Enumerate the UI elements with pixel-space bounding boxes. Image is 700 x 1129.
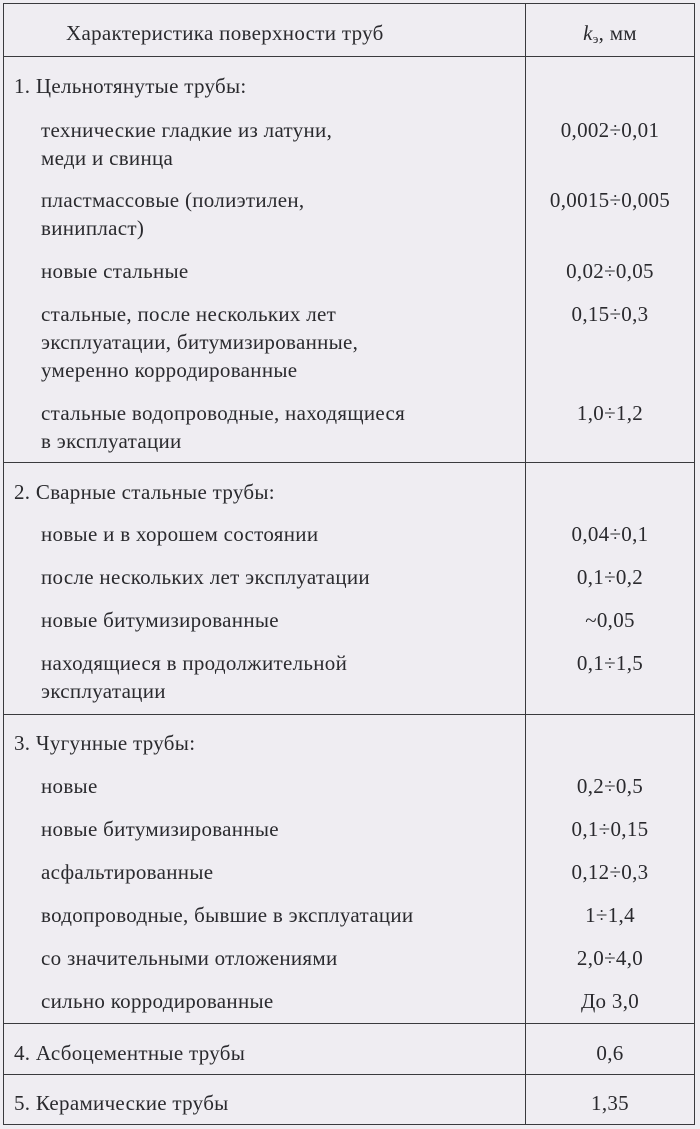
row-label: новые и в хорошем состоянии	[41, 522, 319, 546]
row-value: 0,6	[596, 1041, 624, 1065]
header-characteristic: Характеристика поверхности труб	[66, 21, 384, 45]
row-label: умеренно корродированные	[41, 358, 298, 382]
section-title: 1. Цельнотянутые трубы:	[14, 74, 247, 98]
row-label: после нескольких лет эксплуатации	[41, 565, 370, 589]
row-value: 1,0÷1,2	[576, 401, 644, 425]
row-value: 0,1÷1,5	[576, 651, 644, 675]
header-divider	[4, 56, 694, 57]
row-label: водопроводные, бывшие в эксплуатации	[41, 903, 414, 927]
row-value: 0,04÷0,1	[571, 522, 649, 546]
row-label: стальные, после нескольких лет	[41, 302, 337, 326]
row-label: эксплуатации, битумизированные,	[41, 330, 359, 354]
row-label: меди и свинца	[41, 146, 174, 170]
row-label: находящиеся в продолжительной	[41, 651, 348, 675]
row-label: винипласт)	[41, 216, 145, 240]
row-label: сильно корродированные	[41, 989, 274, 1013]
row-label: новые битумизированные	[41, 817, 279, 841]
section-divider	[4, 1023, 694, 1024]
header-subscript: э	[592, 31, 599, 46]
section-divider	[4, 714, 694, 715]
row-value: 1,35	[591, 1091, 629, 1115]
roughness-table	[3, 3, 695, 1125]
row-value: 0,1÷0,2	[576, 565, 644, 589]
section-title: 4. Асбоцементные трубы	[14, 1041, 246, 1065]
row-value: 0,02÷0,05	[566, 259, 654, 283]
row-label: асфальтированные	[41, 860, 214, 884]
row-value: 0,15÷0,3	[571, 302, 649, 326]
header-roughness	[526, 19, 694, 53]
section-title: 3. Чугунные трубы:	[14, 731, 196, 755]
section-title: 5. Керамические трубы	[14, 1091, 229, 1115]
row-value: 0,2÷0,5	[576, 774, 644, 798]
row-label: эксплуатации	[41, 679, 166, 703]
row-label: со значительными отложениями	[41, 946, 338, 970]
row-value: 2,0÷4,0	[576, 946, 644, 970]
header-symbol: k	[583, 21, 593, 45]
section-divider	[4, 462, 694, 463]
row-value: 1÷1,4	[585, 903, 635, 927]
row-value: ~0,05	[585, 608, 635, 632]
row-value: 0,12÷0,3	[571, 860, 649, 884]
row-label: новые	[41, 774, 98, 798]
row-value: До 3,0	[580, 989, 640, 1013]
header-unit: , мм	[598, 21, 637, 45]
row-label: новые стальные	[41, 259, 189, 283]
section-title: 2. Сварные стальные трубы:	[14, 480, 275, 504]
section-divider	[4, 1074, 694, 1075]
row-value: 0,1÷0,15	[571, 817, 649, 841]
row-label: пластмассовые (полиэтилен,	[41, 188, 305, 212]
row-label: новые битумизированные	[41, 608, 279, 632]
row-label: стальные водопроводные, находящиеся	[41, 401, 406, 425]
row-value: 0,002÷0,01	[560, 118, 660, 142]
row-label: технические гладкие из латуни,	[41, 118, 333, 142]
row-label: в эксплуатации	[41, 429, 182, 453]
row-value: 0,0015÷0,005	[549, 188, 671, 212]
